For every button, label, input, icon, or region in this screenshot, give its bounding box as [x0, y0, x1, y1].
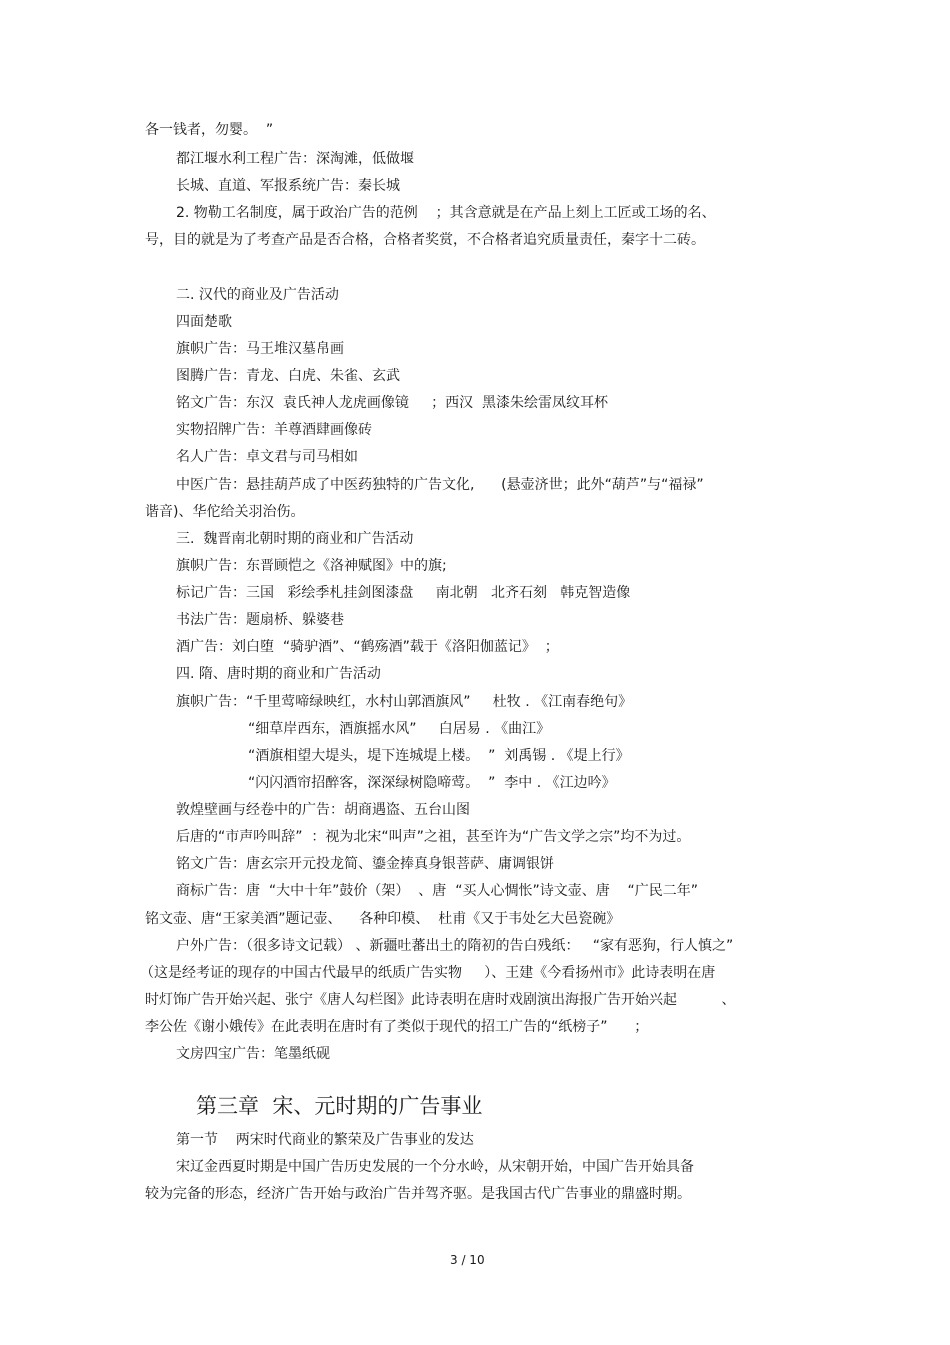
- text-line: （这是经考证的现存的中国古代最早的纸质广告实物 ）、王建《今看扬州市》此诗表明在唐: [140, 965, 716, 981]
- poem-line: “细草岸西东，酒旗摇水风” 白居易 . 《曲江》: [248, 721, 551, 737]
- text-line: 商标广告：唐 “大中十年”鼓价（架） 、唐 “买人心惆怅”诗文壶、唐 “广民二年”: [176, 883, 699, 899]
- section-heading: 二. 汉代的商业及广告活动: [176, 287, 339, 303]
- section-heading: 三. 魏晋南北朝时期的商业和广告活动: [176, 531, 414, 547]
- text-line: 敦煌壁画与经卷中的广告：胡商遇盗、五台山图: [176, 802, 470, 818]
- text-line: 旗帜广告：东晋顾恺之《洛神赋图》中的旗;: [176, 558, 447, 574]
- text-line: 号，目的就是为了考查产品是否合格，合格者奖赏，不合格者追究质量责任，秦字十二砖。: [145, 232, 705, 248]
- text-line: 标记广告：三国 彩绘季札挂剑图漆盘 南北朝 北齐石刻 韩克智造像: [176, 585, 631, 601]
- text-line: 图腾广告：青龙、白虎、朱雀、玄武: [176, 368, 400, 384]
- text-line: 李公佐《谢小娥传》在此表明在唐时有了类似于现代的招工广告的“纸榜子” ；: [145, 1019, 649, 1035]
- text-line: 四面楚歌: [176, 314, 232, 330]
- text-line: 实物招牌广告：羊尊酒肆画像砖: [176, 422, 372, 438]
- text-line: 旗帜广告：马王堆汉墓帛画: [176, 341, 344, 357]
- section-heading: 四. 隋、唐时期的商业和广告活动: [176, 666, 381, 682]
- text-line: 时灯饰广告开始兴起、张宁《唐人勾栏图》此诗表明在唐时戏剧演出海报广告开始兴起 、: [145, 992, 736, 1008]
- text-line: 酒广告：刘白堕 “骑驴酒”、“鹤殇酒”载于《洛阳伽蓝记》 ；: [176, 639, 559, 655]
- text-line: 后唐的“市声吟叫辞” ：视为北宋“叫声”之祖，甚至许为“广告文学之宗”均不为过。: [176, 829, 691, 845]
- page-number: 3 / 10: [450, 1253, 485, 1267]
- text-line: 铭文广告：东汉 袁氏神人龙虎画像镜 ；西汉 黑漆朱绘雷凤纹耳杯: [176, 395, 609, 411]
- text-line: 2. 物勒工名制度，属于政治广告的范例 ；其含意就是在产品上刻上工匠或工场的名、: [176, 205, 716, 221]
- poem-line: “闪闪酒帘招醉客，深深绿树隐啼莺。 ” 李中 . 《江边吟》: [248, 775, 616, 791]
- text-line: 各一钱者，勿婴。 ”: [145, 122, 274, 138]
- text-line: 中医广告：悬挂葫芦成了中医药独特的广告文化, (悬壶济世；此外“葫芦”与“福禄”: [176, 477, 704, 493]
- poem-line: “酒旗相望大堤头，堤下连城堤上楼。 ” 刘禹锡 . 《堤上行》: [248, 748, 630, 764]
- text-line: 铭文壶、唐“王家美酒”题记壶、 各种印模、 杜甫《又于韦处乞大邑瓷碗》: [145, 911, 621, 927]
- section-title: 第一节 两宋时代商业的繁荣及广告事业的发达: [176, 1132, 474, 1148]
- text-line: 文房四宝广告：笔墨纸砚: [176, 1046, 330, 1062]
- paragraph-line: 宋辽金西夏时期是中国广告历史发展的一个分水岭，从宋朝开始，中国广告开始具备: [176, 1159, 694, 1175]
- text-line: 谐音)、华佗给关羽治伤。: [145, 504, 305, 520]
- text-line: 旗帜广告：“千里莺啼绿映红，水村山郭酒旗风” 杜牧 . 《江南春绝句》: [176, 694, 633, 710]
- text-line: 户外广告：（很多诗文记载） 、新疆吐蕃出土的隋初的告白残纸： “家有恶狗，行人慎之”: [176, 938, 734, 954]
- text-line: 长城、直道、军报系统广告：秦长城: [176, 178, 400, 194]
- text-line: 书法广告：题扇桥、躲婆巷: [176, 612, 344, 628]
- chapter-title: 第三章 宋、元时期的广告事业: [196, 1094, 483, 1118]
- text-line: 铭文广告：唐玄宗开元投龙简、鎏金捧真身银菩萨、庸调银饼: [176, 856, 554, 872]
- text-line: 名人广告：卓文君与司马相如: [176, 449, 358, 465]
- text-line: 都江堰水利工程广告：深淘滩，低做堰: [176, 151, 414, 167]
- paragraph-line: 较为完备的形态，经济广告开始与政治广告并驾齐驱。是我国古代广告事业的鼎盛时期。: [145, 1186, 691, 1202]
